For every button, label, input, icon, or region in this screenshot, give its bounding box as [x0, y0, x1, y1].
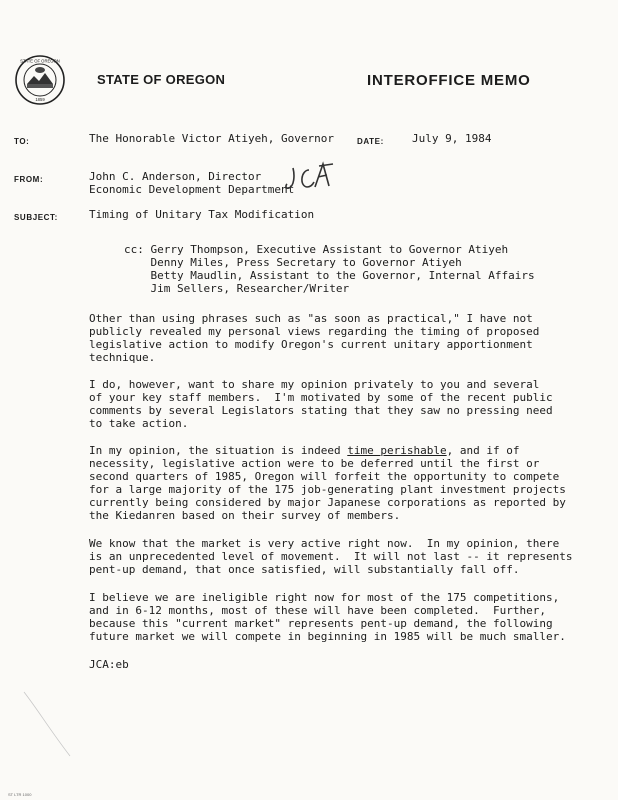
typist-initials: JCA:eb — [89, 658, 129, 671]
subject-label: SUBJECT: — [14, 213, 58, 222]
to-label: TO: — [14, 137, 30, 146]
header-state-name: STATE OF OREGON — [97, 72, 226, 87]
paragraph-1-line-1: Other than using phrases such as "as soon as practical," I have not — [89, 312, 533, 325]
paragraph-5-line-2: and in 6-12 months, most of these will have been completed. Further, — [89, 604, 546, 617]
paragraph-3-line-3: second quarters of 1985, Oregon will forfeit the opportunity to compete — [89, 470, 560, 483]
paragraph-4-line-2: is an unprecedented level of movement. It will not last -- it represents — [89, 550, 573, 563]
date-value: July 9, 1984 — [412, 132, 492, 145]
cc-line-3: Betty Maudlin, Assistant to the Governor, Internal Affairs — [124, 269, 535, 282]
paragraph-3-line-4: for a large majority of the 175 job-generating plant investment projects — [89, 483, 566, 496]
paragraph-2-line-4: to take action. — [89, 417, 189, 430]
paragraph-3-line-1 — [89, 444, 609, 457]
to-value: The Honorable Victor Atiyeh, Governor — [89, 132, 335, 145]
seal-text-top: STATE OF OREGON — [20, 58, 60, 64]
from-line-2: Economic Development Department — [89, 183, 295, 196]
paragraph-3-line-6: the Kiedanren based on their survey of members. — [89, 509, 401, 522]
form-footer-code: ST LTR 1000 — [8, 792, 32, 797]
from-line-1: John C. Anderson, Director — [89, 170, 262, 183]
cc-line-2: Denny Miles, Press Secretary to Governor Atiyeh — [124, 256, 462, 269]
date-label: DATE: — [357, 137, 384, 146]
subject-value: Timing of Unitary Tax Modification — [89, 208, 315, 221]
paragraph-4-line-1: We know that the market is very active right now. In my opinion, there — [89, 537, 560, 550]
paragraph-2-line-3: comments by several Legislators stating that they saw no pressing need — [89, 404, 553, 417]
paragraph-1-line-2: publicly revealed my personal views regarding the timing of proposed — [89, 325, 540, 338]
paragraph-1-line-3: legislative action to modify Oregon's current unitary apportionment — [89, 338, 533, 351]
paragraph-4-line-3: pent-up demand, that once satisfied, will substantially fall off. — [89, 563, 520, 576]
paper-crease-mark — [20, 690, 80, 760]
state-seal-logo — [14, 54, 66, 106]
paragraph-2-line-2: of your key staff members. I'm motivated by some of the recent public — [89, 391, 553, 404]
cc-line-1: cc: Gerry Thompson, Executive Assistant to Governor Atiyeh — [124, 243, 509, 256]
header-memo-title: INTEROFFICE MEMO — [367, 72, 531, 89]
cc-line-4: Jim Sellers, Researcher/Writer — [124, 282, 350, 295]
seal-text-year: 1859 — [35, 97, 45, 102]
paragraph-1-line-4: technique. — [89, 351, 156, 364]
paragraph-3-text-before: In my opinion, the situation is indeed — [89, 444, 348, 457]
from-label: FROM: — [14, 175, 44, 184]
paragraph-5-line-4: future market we will compete in beginning in 1985 will be much smaller. — [89, 630, 566, 643]
paragraph-3-text-after: , and if of — [446, 444, 520, 457]
paragraph-3-underlined-phrase: time perishable — [347, 444, 447, 457]
paragraph-5-line-1: I believe we are ineligible right now for most of the 175 competitions, — [89, 591, 560, 604]
handwritten-initials — [285, 160, 337, 196]
paragraph-2-line-1: I do, however, want to share my opinion privately to you and several — [89, 378, 540, 391]
paragraph-3-line-2: necessity, legislative action were to be deferred until the first or — [89, 457, 540, 470]
paragraph-5-line-3: because this "current market" represents pent-up demand, the following — [89, 617, 553, 630]
paragraph-3-line-5: currently being considered by major Japanese corporations as reported by — [89, 496, 566, 509]
